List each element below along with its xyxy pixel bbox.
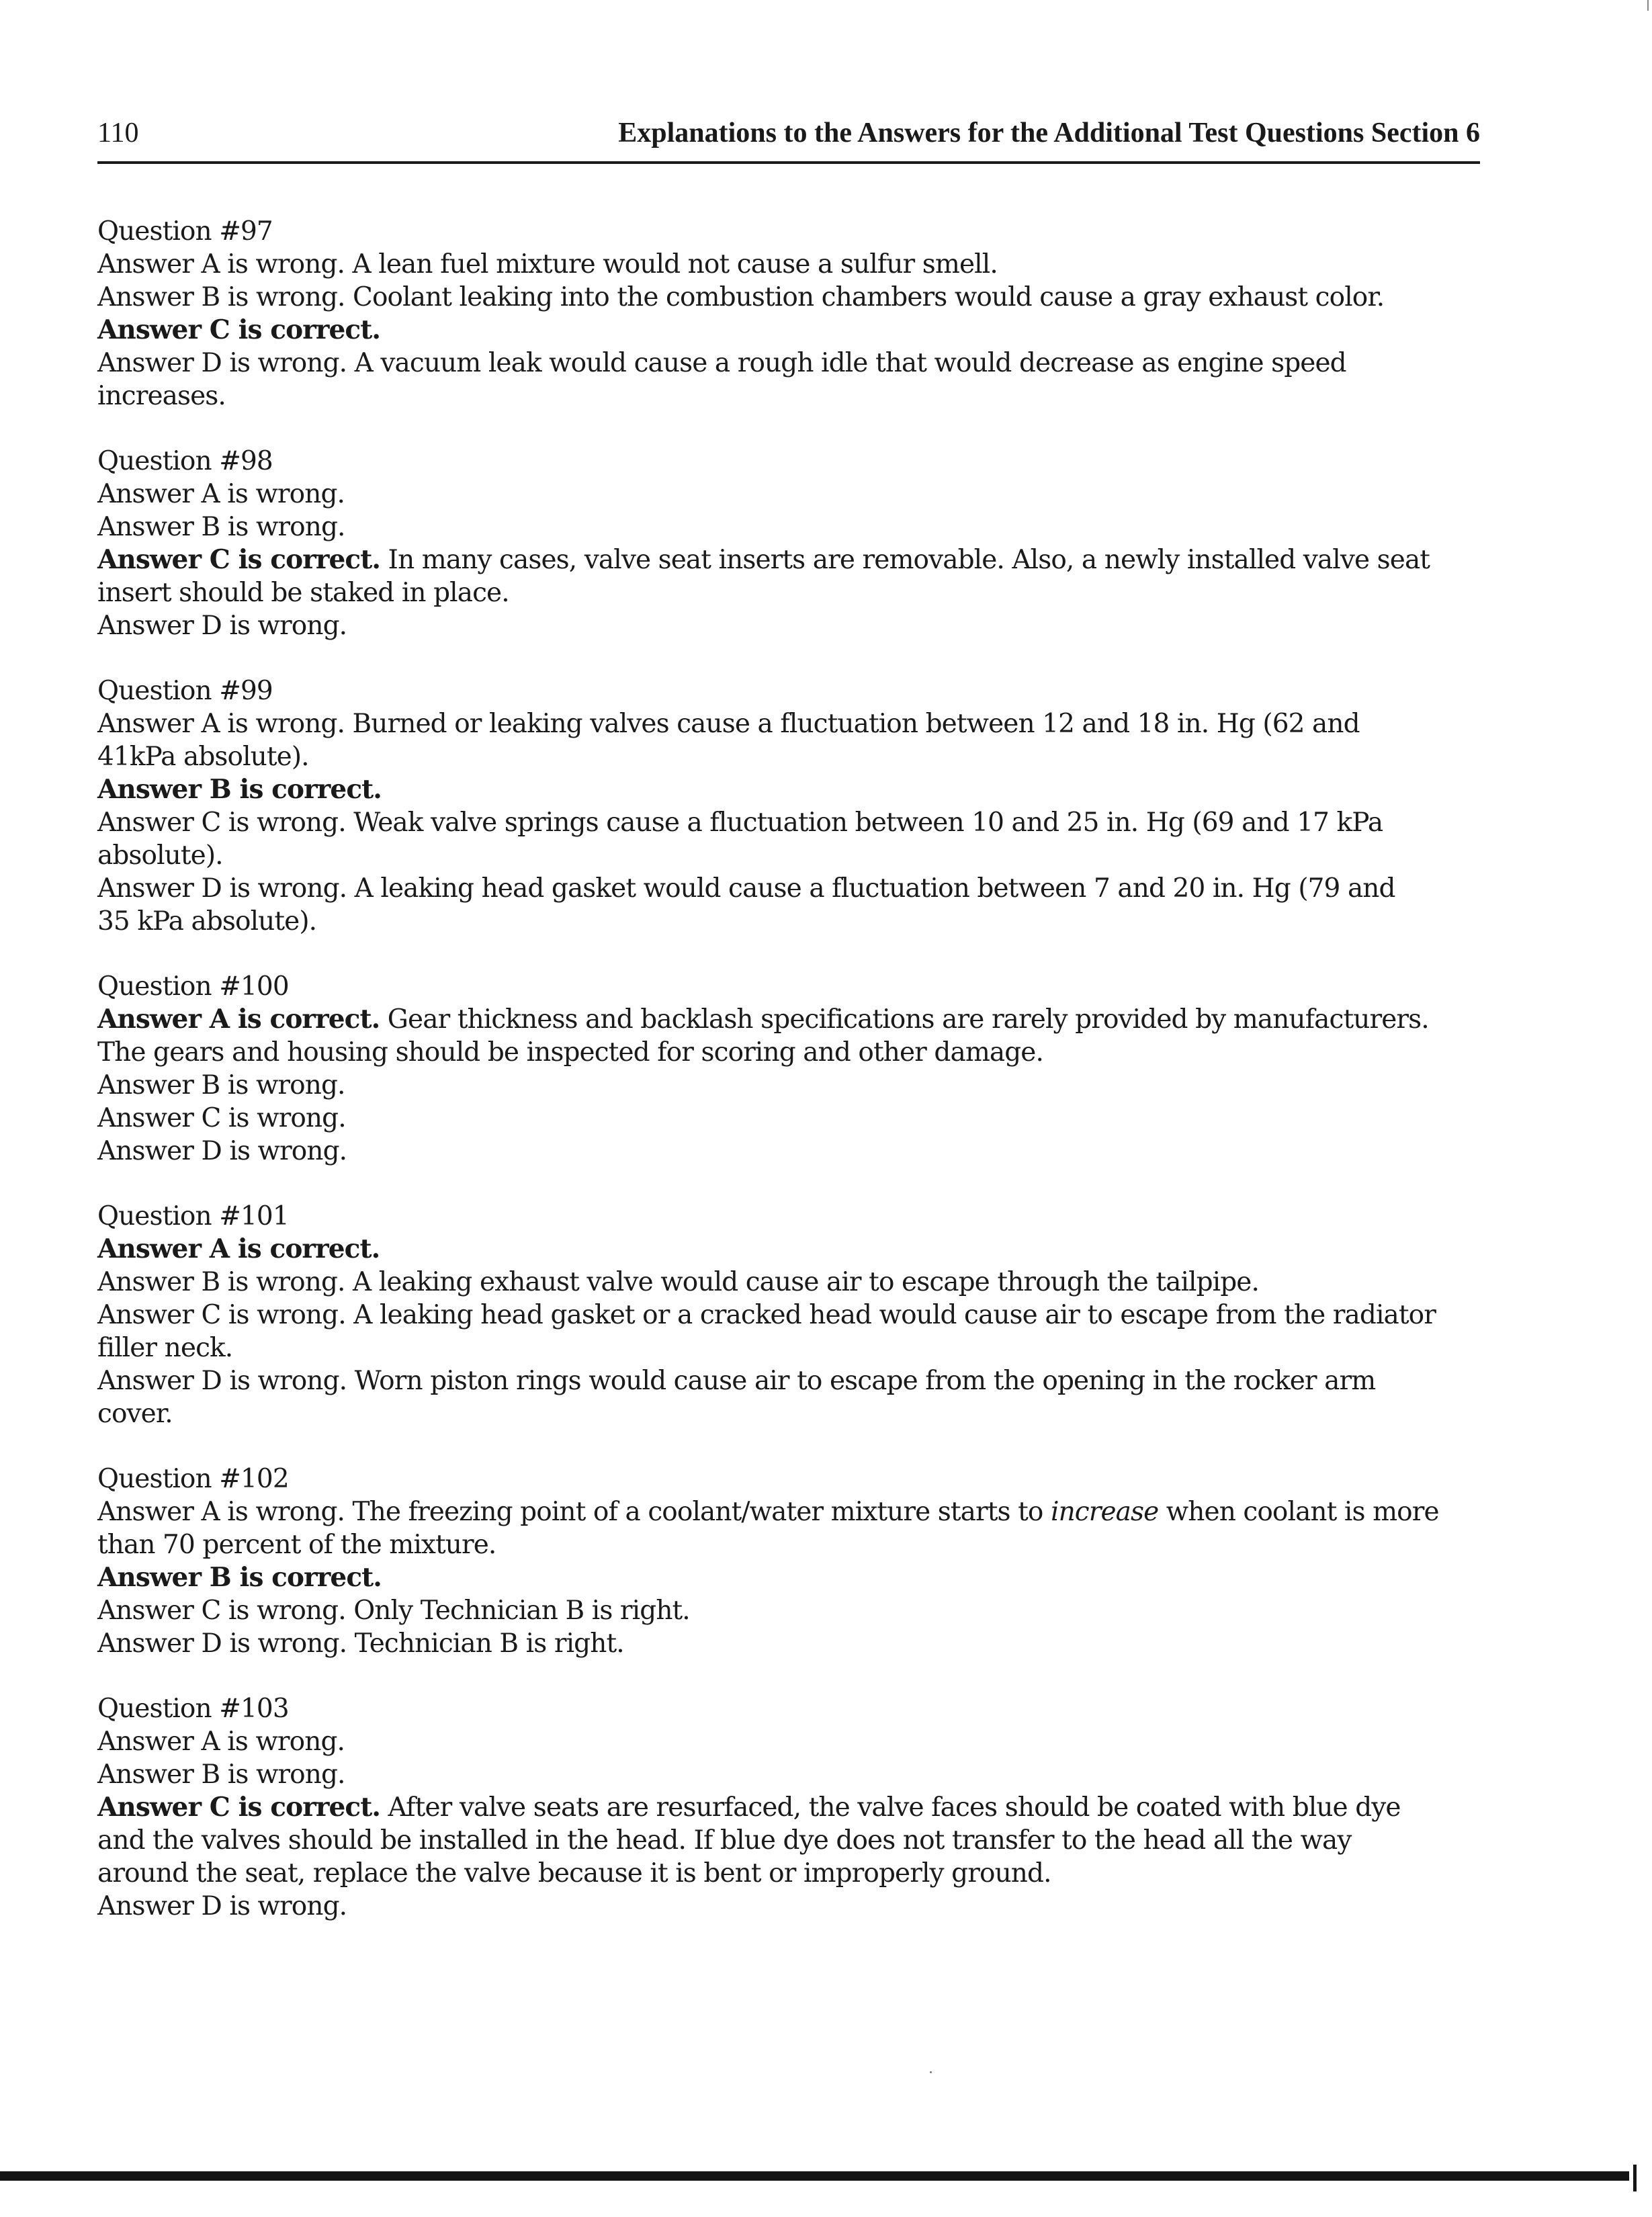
answer-line [97,511,1481,544]
answer-line [97,1725,1481,1758]
answer-line [97,478,1481,511]
question-block [97,445,1481,642]
answer-line [97,1102,1481,1135]
answer-text: Answer B is wrong. Coolant leaking into the combustion chambers would cause a gray exhaust color. [97,282,1385,312]
question-title: Question #98 [97,446,273,476]
emphasis-text: increase [1051,1497,1159,1527]
question-block [97,675,1481,938]
answer-line [97,576,1481,609]
correct-answer-label: Answer A is correct. [97,1004,380,1035]
scan-speck [930,2071,932,2073]
question-block [97,1200,1481,1430]
answer-line [97,1036,1481,1069]
answer-text: Answer C is wrong. Weak valve springs cause a fluctuation between 10 and 25 in. Hg (69 and 17 kPa [97,808,1383,838]
answer-line [97,380,1481,412]
answer-line [97,1069,1481,1102]
answer-text: Answer D is wrong. [97,1136,347,1166]
answer-text: Answer A is wrong. [97,479,345,509]
question-block [97,970,1481,1168]
answer-text: around the seat, replace the valve because it is bent or improperly ground. [97,1858,1051,1888]
answer-line [97,1824,1481,1857]
answer-line [97,740,1481,773]
bottom-rule-tick [1633,2165,1637,2191]
answer-text: Answer D is wrong. [97,611,347,641]
answer-text: Answer A is wrong. The freezing point of a coolant/water mixture starts to [97,1497,1051,1527]
answer-line [97,1135,1481,1168]
answer-text: Answer C is wrong. A leaking head gasket or a cracked head would cause air to escape from the radiator [97,1300,1436,1330]
answer-line [97,905,1481,938]
answer-line [97,1561,1481,1594]
answer-line [97,314,1481,347]
page-header [97,114,1480,164]
question-title: Question #101 [97,1201,289,1231]
answer-line [97,544,1481,576]
question-title: Question #100 [97,971,289,1002]
answer-text: In many cases, valve seat inserts are removable. Also, a newly installed valve seat [380,545,1430,575]
answer-text: Answer D is wrong. A leaking head gasket would cause a fluctuation between 7 and 20 in. Hg (79 and [97,873,1395,904]
answer-line [97,872,1481,905]
question-title: Question #103 [97,1694,289,1724]
answer-text: Answer D is wrong. Technician B is right. [97,1628,624,1659]
answer-line [97,1299,1481,1332]
answer-line [97,707,1481,740]
answer-line [97,1003,1481,1036]
answer-line [97,248,1481,281]
correct-answer-label: Answer C is correct. [97,1792,381,1823]
answer-text: Answer A is wrong. Burned or leaking valves cause a fluctuation between 12 and 18 in. Hg (62 and [97,709,1360,739]
answer-text: Answer D is wrong. A vacuum leak would cause a rough idle that would decrease as engine speed [97,348,1346,378]
question-title: Question #99 [97,676,273,706]
question-block [97,1463,1481,1660]
answer-line [97,839,1481,872]
answer-line [97,1791,1481,1824]
bottom-rule [0,2171,1629,2181]
answer-line [97,281,1481,314]
answer-line [97,1890,1481,1923]
answer-line [97,609,1481,642]
answer-text: Answer B is wrong. A leaking exhaust valve would cause air to escape through the tailpipe. [97,1267,1259,1297]
answer-line [97,773,1481,806]
correct-answer-label: Answer C is correct. [97,314,381,345]
correct-answer-label: Answer A is correct. [97,1233,380,1264]
correct-answer-label: Answer C is correct. [97,544,381,575]
answer-text: Answer A is wrong. [97,1727,345,1757]
answer-line [97,347,1481,380]
correct-answer-label: Answer B is correct. [97,1562,382,1593]
answer-line [97,806,1481,839]
answer-text: than 70 percent of the mixture. [97,1530,496,1560]
answer-text: Answer B is wrong. [97,512,345,542]
answer-text: filler neck. [97,1333,233,1363]
answer-line [97,1233,1481,1266]
answer-text: Answer C is wrong. Only Technician B is right. [97,1596,690,1626]
answer-line [97,1332,1481,1364]
page-number: 110 [97,118,139,148]
question-title: Question #102 [97,1464,289,1494]
answer-text: insert should be staked in place. [97,578,509,608]
running-title: Explanations to the Answers for the Additional Test Questions Section 6 [618,118,1480,148]
answer-line [97,1857,1481,1890]
answer-line [97,1495,1481,1528]
answer-text: Gear thickness and backlash specifications are rarely provided by manufacturers. [380,1004,1429,1035]
answers-content [97,215,1481,1955]
answer-text: The gears and housing should be inspected for scoring and other damage. [97,1037,1043,1068]
answer-text: Answer A is wrong. A lean fuel mixture would not cause a sulfur smell. [97,249,998,279]
answer-text: After valve seats are resurfaced, the valve faces should be coated with blue dye [380,1792,1401,1823]
answer-line [97,1397,1481,1430]
answer-text: and the valves should be installed in the head. If blue dye does not transfer to the head all the way [97,1825,1352,1856]
correct-answer-label: Answer B is correct. [97,774,382,805]
answer-line [97,1266,1481,1299]
answer-text: 35 kPa absolute). [97,906,317,937]
answer-text: 41kPa absolute). [97,742,309,772]
answer-text: cover. [97,1399,173,1429]
answer-text: Answer B is wrong. [97,1759,345,1790]
answer-text: Answer C is wrong. [97,1103,346,1133]
answer-text: Answer B is wrong. [97,1070,345,1100]
question-block [97,1692,1481,1923]
answer-line [97,1528,1481,1561]
answer-line [97,1594,1481,1627]
answer-line [97,1627,1481,1660]
answer-text: increases. [97,381,226,411]
question-block [97,215,1481,412]
answer-text: Answer D is wrong. Worn piston rings would cause air to escape from the opening in the rocker arm [97,1366,1376,1396]
answer-text: when coolant is more [1158,1497,1439,1527]
scan-corner-mark [1647,0,1649,11]
answer-line [97,1758,1481,1791]
answer-text: absolute). [97,840,223,871]
answer-text: Answer D is wrong. [97,1891,347,1921]
question-title: Question #97 [97,216,273,247]
answer-line [97,1364,1481,1397]
